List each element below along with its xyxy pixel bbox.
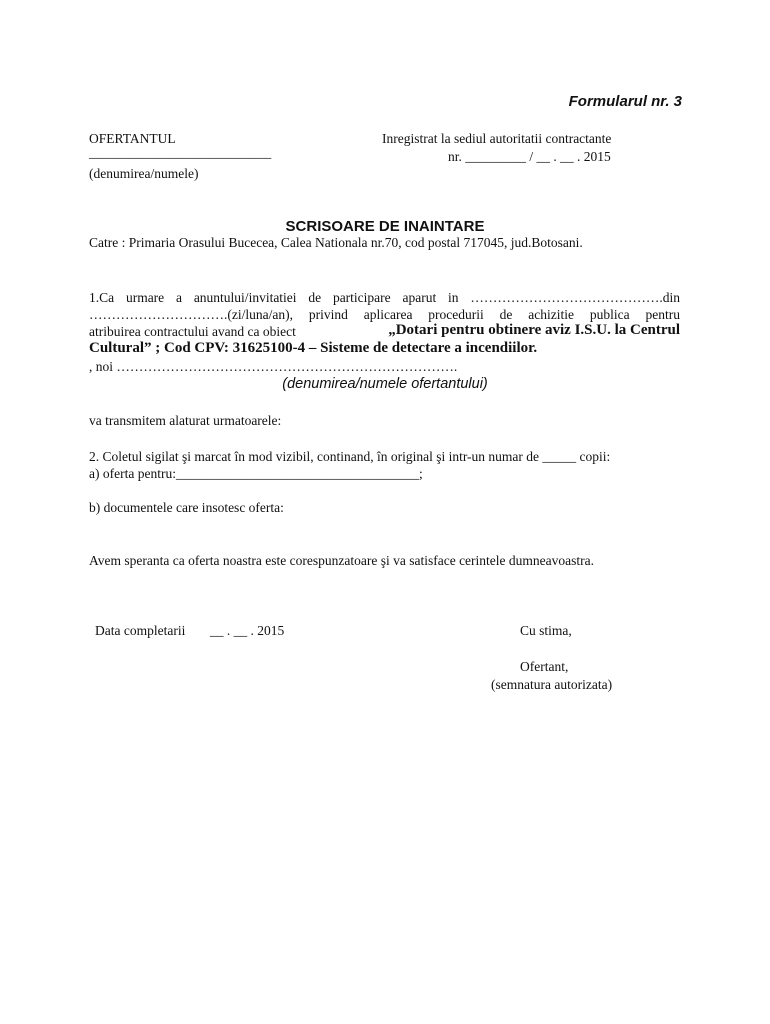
registration-number: nr. _________ / __ . __ . 2015 (448, 149, 611, 164)
paragraph1-line2: ………………………….(zi/luna/an), privind aplicarea procedurii de achizitie publica pentru (89, 307, 680, 322)
paragraph1-line1: 1.Ca urmare a anuntului/invitatiei de participare aparut in …………………………………….din (89, 290, 680, 305)
transmit-line: va transmitem alaturat urmatoarele: (89, 413, 282, 428)
bidder-name-line: ___________________________ (89, 145, 272, 160)
date-label: Data completarii (95, 623, 186, 638)
bidder-label: OFERTANTUL (89, 131, 176, 146)
cpv-code: Cultural” ; Cod CPV: 31625100-4 – Sisteme de detectare a incendiilor. (89, 340, 538, 356)
offer-for-line: a) oferta pentru:____________________________________; (89, 466, 423, 481)
recipient-line: Catre : Primaria Orasului Bucecea, Calea Nationala nr.70, cod postal 717045, jud.Botosani. (89, 235, 583, 250)
bidder-caption: (denumirea/numele) (89, 166, 199, 181)
page-title: SCRISOARE DE INAINTARE (285, 218, 485, 235)
signature-role: Ofertant, (520, 659, 569, 674)
paragraph1-line5: , noi …………………………………………………………………. (89, 359, 458, 374)
registration-text: Inregistrat la sediul autoritatii contractante (382, 131, 612, 146)
signature-caption: (semnatura autorizata) (491, 677, 613, 692)
bidder-name-caption: (denumirea/numele ofertantului) (282, 376, 488, 392)
item2-line1: 2. Coletul sigilat şi marcat în mod vizibil, continand, în original şi intr-un numar de _____ copii: (89, 449, 611, 464)
closing-text: Avem speranta ca oferta noastra este corespunzatoare şi va satisface cerintele dumneavoastra. (89, 553, 594, 568)
paragraph1-line3-text: atribuirea contractului avand ca obiect (89, 324, 296, 339)
signature-greeting: Cu stima, (520, 623, 572, 638)
documents-line: b) documentele care insotesc oferta: (89, 500, 284, 515)
form-number: Formularul nr. 3 (568, 93, 682, 110)
contract-object: „Dotari pentru obtinere aviz I.S.U. la Centrul (388, 322, 680, 338)
date-value: __ . __ . 2015 (210, 623, 285, 638)
